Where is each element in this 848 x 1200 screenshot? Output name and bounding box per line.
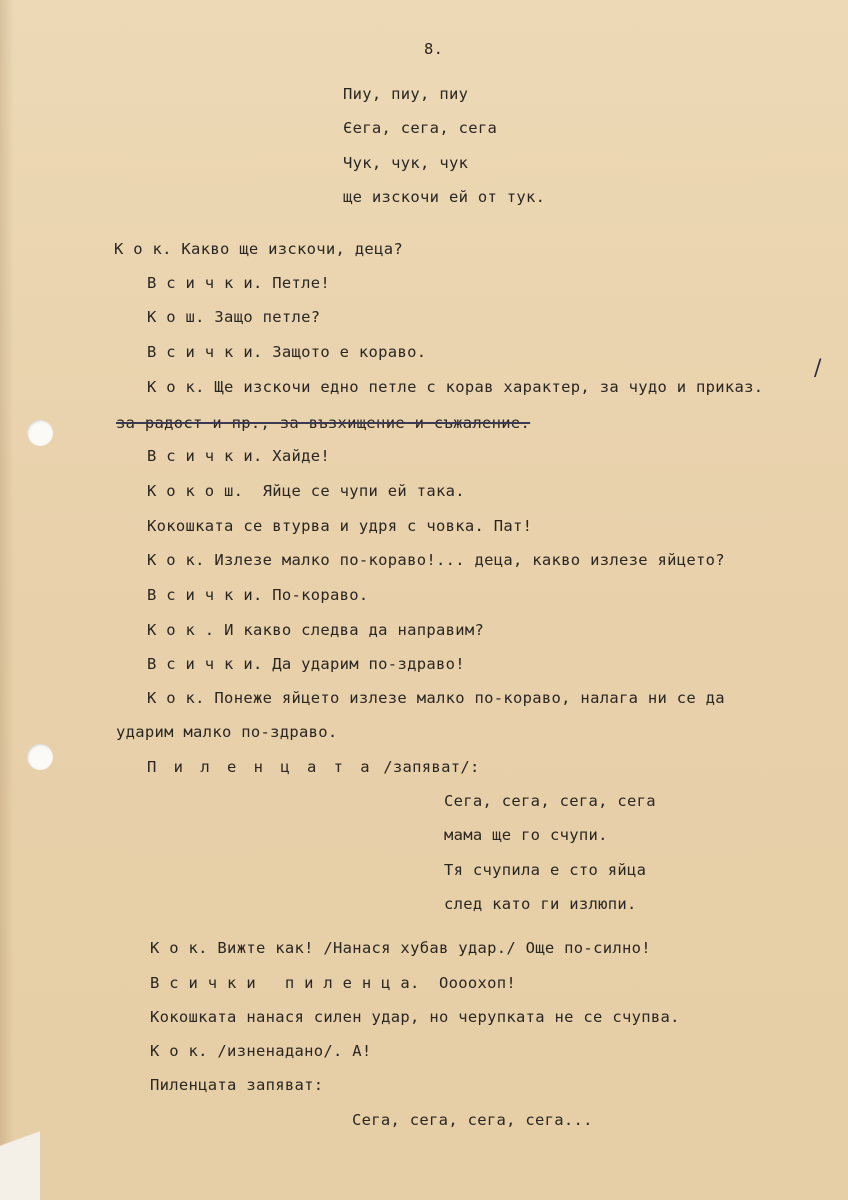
- speaker-name: В с и ч к и.: [147, 655, 263, 673]
- speaker-name: В с и ч к и.: [147, 274, 263, 292]
- speaker-name: К о к .: [147, 621, 215, 639]
- dialogue-line: [147, 655, 465, 673]
- punch-hole-top: [27, 420, 53, 446]
- torn-corner: [0, 1060, 40, 1200]
- dialogue-text: Оооохоп!: [419, 974, 517, 992]
- speaker-name: К о к.: [147, 689, 205, 707]
- dialogue-text: Излезе малко по-кораво!... деца, какво излезе яйцето?: [204, 551, 725, 569]
- speaker-name: К о к.: [150, 1042, 208, 1060]
- dialogue-line: [147, 621, 484, 639]
- speaker-name: К о к.: [147, 551, 205, 569]
- stage-direction: [147, 517, 532, 535]
- dialogue-text: Яйце се чупи ей така.: [243, 482, 465, 500]
- dialogue-line: [147, 274, 330, 292]
- dialogue-text: Защо петле?: [204, 308, 321, 326]
- dialogue-text: Да ударим по-здраво!: [262, 655, 465, 673]
- dialogue-line: [150, 1042, 372, 1060]
- dialogue-text: Какво ще изскочи, деца?: [171, 240, 403, 258]
- punch-hole-bottom: [27, 744, 53, 770]
- dialogue-line: [150, 974, 516, 992]
- song-line: Пиу, пиу, пиу: [343, 85, 469, 103]
- dialogue-text: Кокошката нанася силен удар, но черупката не се счупва.: [150, 1008, 680, 1026]
- song-line: Чук, чук, чук: [343, 154, 469, 172]
- speaker-name: К о к.: [150, 939, 208, 957]
- song-line: Єега, сега, сега: [343, 119, 498, 137]
- speaker-name: В с и ч к и п и л е н ц а.: [150, 974, 420, 992]
- song-line: ще изскочи ей от тук.: [343, 188, 546, 206]
- speaker-name: К о ш.: [147, 308, 205, 326]
- dialogue-line: [147, 551, 725, 569]
- dialogue-line: [147, 378, 763, 396]
- song-line: Сега, сега, сега, сега...: [352, 1111, 593, 1129]
- song-line: Сега, сега, сега, сега: [444, 792, 656, 810]
- dialogue-text: /изненадано/. А!: [207, 1042, 372, 1060]
- dialogue-line: [150, 939, 651, 957]
- page-number: 8.: [424, 40, 444, 58]
- speaker-name: К о к.: [114, 240, 172, 258]
- dialogue-text: Петле!: [262, 274, 331, 292]
- dialogue-text: Хайде!: [262, 447, 331, 465]
- speaker-name: В с и ч к и.: [147, 586, 263, 604]
- page-edge-shadow: [0, 0, 14, 1200]
- dialogue-text: По-кораво.: [262, 586, 369, 604]
- speaker-name: К о к.: [147, 378, 205, 396]
- stage-direction: [147, 758, 480, 776]
- struck-through-line: за радост и пр., за възхищение и съжаление.: [116, 414, 531, 432]
- dialogue-text: Защото е кораво.: [262, 343, 427, 361]
- dialogue-text: Кокошката се втурва и удря с човка. Пат!: [147, 517, 533, 535]
- dialogue-text: Вижте как! /Нанася хубав удар./ Още по-силно!: [207, 939, 651, 957]
- song-line: след като ги излюпи.: [444, 895, 637, 913]
- stage-direction: [150, 1076, 323, 1094]
- stage-direction: [150, 1008, 680, 1026]
- speaker-name: П и л е н ц а т а: [147, 758, 374, 776]
- speaker-name: В с и ч к и.: [147, 447, 263, 465]
- dialogue-text: Понеже яйцето излезе малко по-кораво, налага ни се да: [204, 689, 725, 707]
- speaker-name: В с и ч к и.: [147, 343, 263, 361]
- song-line: мама ще го счупи.: [444, 826, 608, 844]
- dialogue-text: И какво следва да направим?: [214, 621, 485, 639]
- dialogue-line: [147, 689, 725, 707]
- song-line: Тя счупила е сто яйца: [444, 861, 647, 879]
- dialogue-line: [114, 240, 403, 258]
- dialogue-line: [147, 308, 320, 326]
- dialogue-text: Ще изскочи едно петле с корав характер, за чудо и приказ.: [204, 378, 764, 396]
- dialogue-line: [147, 343, 426, 361]
- dialogue-line: [147, 482, 465, 500]
- dialogue-text: Пиленцата запяват:: [150, 1076, 324, 1094]
- dialogue-text: /запяват/:: [373, 758, 480, 776]
- dialogue-continuation: ударим малко по-здраво.: [116, 723, 338, 741]
- dialogue-line: [147, 447, 330, 465]
- pen-correction-mark: /: [814, 356, 822, 381]
- speaker-name: К о к о ш.: [147, 482, 244, 500]
- dialogue-line: [147, 586, 369, 604]
